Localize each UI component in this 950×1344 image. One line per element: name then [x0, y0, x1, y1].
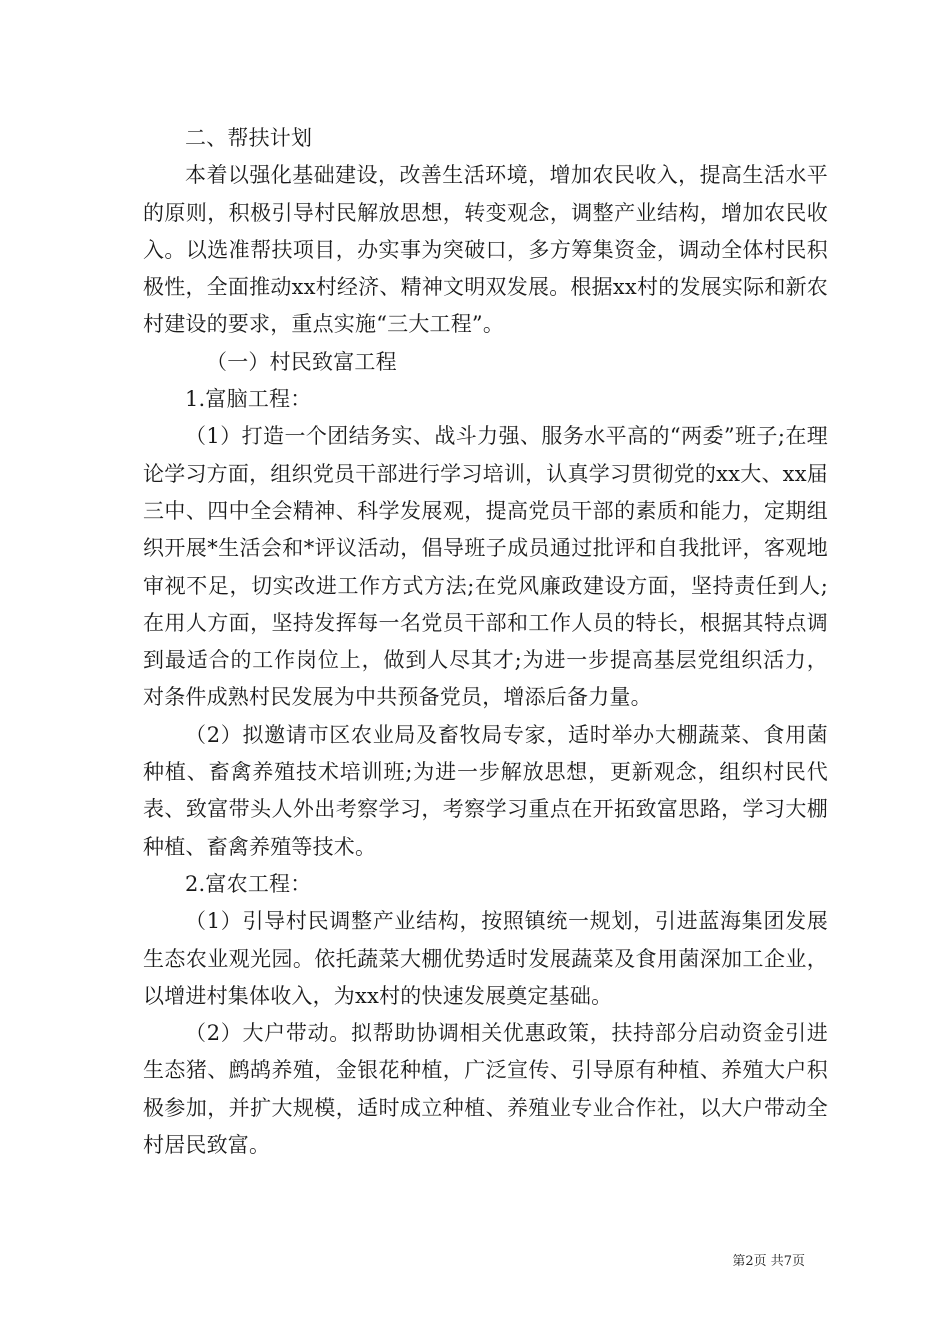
- intro-paragraph: 本着以强化基础建设，改善生活环境，增加农民收入，提高生活水平的原则，积极引导村民解放思想，转变观念，调整产业结构，增加农民收入。以选准帮扶项目，办实事为突破口，多方筹集资金，调动全体村民积极性，全面推动xx村经济、精神文明双发展。根据xx村的发展实际和新农村建设的要求，重点实施“三大工程”。: [143, 163, 828, 337]
- item-2-paragraph-2: （2）大户带动。拟帮助协调相关优惠政策，扶持部分启动资金引进生态猪、鹧鸪养殖，金银花种植，广泛宣传、引导原有种植、养殖大户积极参加，并扩大规模，适时成立种植、养殖业专业合作社，以大户带动全村居民致富。: [143, 1021, 828, 1158]
- page-number: 第2页 共7页: [732, 1254, 805, 1269]
- item-1-paragraph-2: （2）拟邀请市区农业局及畜牧局专家，适时举办大棚蔬菜、食用菌种植、畜禽养殖技术培训班;为进一步解放思想，更新观念，组织村民代表、致富带头人外出考察学习，考察学习重点在开拓致富思路，学习大棚种植、畜禽养殖等技术。: [143, 722, 828, 859]
- item-2-paragraph-1: （1）引导村民调整产业结构，按照镇统一规划，引进蓝海集团发展生态农业观光园。依托蔬菜大棚优势适时发展蔬菜及食用菌深加工企业，以增进村集体收入，为xx村的快速发展奠定基础。: [143, 909, 828, 1008]
- subsection-title: （一）村民致富工程: [206, 349, 397, 374]
- section-title: 二、帮扶计划: [185, 126, 313, 150]
- item-2-title: 2.富农工程：: [185, 871, 312, 896]
- item-1-paragraph-1: （1）打造一个团结务实、战斗力强、服务水平高的“两委”班子;在理论学习方面，组织党员干部进行学习培训，认真学习贯彻党的xx大、xx届三中、四中全会精神、科学发展观，提高党员干部的素质和能力，定期组织开展*生活会和*评议活动，倡导班子成员通过批评和自我批评，客观地审视不足，切实改进工作方式方法;在党风廉政建设方面，坚持责任到人;在用人方面，坚持发挥每一名党员干部和工作人员的特长，根据其特点调到最适合的工作岗位上，做到人尽其才;为进一步提高基层党组织活力，对条件成熟村民发展为中共预备党员，增添后备力量。: [143, 424, 828, 710]
- item-1-title: 1.富脑工程：: [185, 387, 312, 412]
- document-body: [143, 120, 828, 1164]
